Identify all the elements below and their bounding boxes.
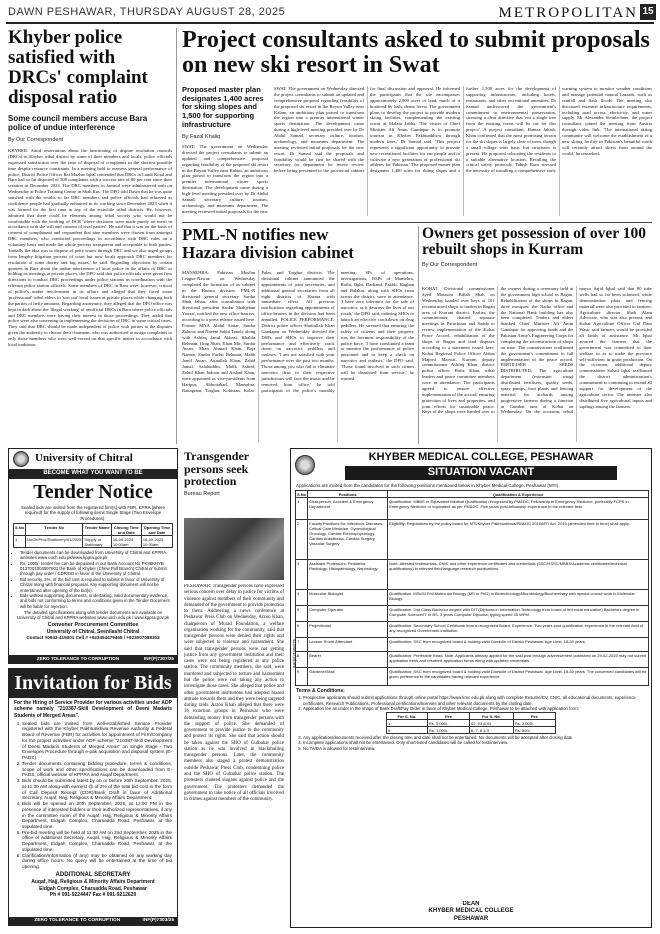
table-cell: Chairperson, Accident & Emergency Department: [308, 498, 388, 520]
kmc-col-header: Positions: [308, 491, 388, 498]
table-cell: 9: [296, 668, 308, 686]
kmc-inf-code: INF(P)7308/25: [292, 639, 297, 669]
story-transgender-photo: [184, 518, 284, 580]
table-cell: Assistant Professors: Pediatrics, Radiology, Histopathology, Nephrology: [308, 560, 388, 590]
list-item: 1. Sealed bids are invited from well-established Service Provider registered with the Khyber Pakhtunkhwa Revenue Authority & Federal Board of Revenue (FBR) for activities for appointment of Firm/Company for the project activities under ADP scheme "210387-Skill Development of Deeni Madaris Students of Merged Areas" on Single Stage - Two Envelopes Procedure through e-pak acquisition and disposal system (E-PADS).: [22, 721, 172, 761]
table-cell: 1: [296, 498, 308, 520]
table-cell: 3: [296, 560, 308, 590]
kmc-signoff-city: PESHAWAR: [453, 915, 489, 922]
tender-inf-code: INF(P)7307/25: [143, 656, 174, 662]
table-cell: Qualification: Preferable Read. Note: Applicants already applied for the said post through advertisement published on 29-02-2025 may not submit application fresh and resubmit application forms along with updated credentials.: [388, 652, 649, 668]
table-cell: 02, 03 & 04: [470, 720, 514, 727]
table-row: [296, 520, 649, 560]
story-swat-headline: Project consultants asked to submit proposals on new ski resort in Swat: [182, 28, 650, 79]
table-row: [387, 727, 556, 734]
table-cell: Qualification: SSC from recognized board & holding valid Domicile of District Peshawar. Age Limit: 18-30 years. The concerned candidates will be given preference to the candidates having relevant experience.: [388, 668, 649, 686]
story-khyber: [8, 28, 172, 444]
table-row: [296, 668, 649, 686]
tender-col-header: S.No: [14, 524, 26, 536]
tender-footer-note: The detailed specifications along with tender documents are available on University of Chitral and KPPRA websites www.uoch.edu.pk / www.kppra.gov.pk: [16, 609, 170, 621]
table-cell: Rs. 1,000/-: [427, 727, 469, 734]
story-khyber-body: KHYBER: Amid reservations about the functioning of dispute resolution councils (DRCs) in Khyber tribal district by some of their members and locals, police officials expressed satisfaction over the ratio of disposal of complaints in the shortest possible time despite resource constraints. In a meeting held to reassess general performance of police, District Police Officer Rai Mazhar Iqbal contended that DRCs in Landi Kotal and Bara had so far disposed of 500 complaints with a success rate of 80 per cent since their creation in December 2023. The DRC members in Jamrud were administered oath on Wednesday at Police Training Centre in Shah Kas. The DPO told Dawn that he was quite satisfied with the results so far DRC members and police officials had achieved as confidence people had gradually enhanced in its working since December 2023 when it was formed for the first time in any of the erstwhile tribal districts. He, however, admitted that there could be elements among tribal society who would not be comfortable with the working of DCR 'where decisions were made purely on merit in accordance with the will and consent of rival parties'. He said that it was on the basis of consent of complainant and respondent that nine members were chosen from amongst DRC members, who conducted proceedings in accordance with DRC rules on a voluntary basis and made the whole process transparent and acceptable to both parties. 'Initially the idea was to dispose of petty issues through DRC and we also urged groups from lengthy litigation process of court but now locals approach DRC members for resolution of some thorny and big issues,' he said. Regarding objections by certain quarters in Bara about the undue interference of local police in the affairs of DRC or holding its meetings at private places, the DPO said that police officials were given firm directions to conduct DRC proceedings under police stations in coordination with the relevant police station officials. Some members of DRC in Bara were, however, critical of police's undue involvement in its affairs and alleged that they faced some 'professional' tribal elders to 'sort out' local issues at private places while changing both the parties of hefty amounts. Regarding anonymity, they alleged that the DPO office was kept in dark about the 'illegal working' of unofficial DRCs in Bara where police officials and DRC members were having their interest in those proceedings. They added that police were also convening in implementing the decisions of DRC in some critical cases. They said that DRC should be made independent of police with parties to the disputes given the authority to choose their chairman, who was authorised to assign complaints to only those members who were well-versed on that specific matter in accordance with local traditions.: [8, 148, 172, 347]
list-item: 3. Any application/documents received after the closing time and date shall not be entertained. No documents will be accepted after closing date.: [303, 735, 646, 740]
table-cell: Qualification: Secondary School Certificate from a recognized Board. Experience: Two years post qualification experience in the relevant field of any recognized Government institution.: [388, 622, 649, 638]
tender-university: University of Chitral: [35, 452, 133, 465]
table-cell: Note: Attested testimonials, CNIC and other experience certificates and credentials (SSC/HSSC/MBBS/Academic certificates/technical qualifications) in relevant field/language research publications.: [388, 560, 649, 590]
table-cell: 1: [14, 536, 26, 548]
list-item: • Tender documents can be downloaded from University of Chitral and KPPRA websites www.uoch.edu.pk/www.kppra.gov.pk: [20, 550, 172, 561]
story-pmln-body: MANSEHRA: Pakistan Muslim League-Nawaz on Wednesday completed the formation of its cabinet in the Hazara division. PML-N divisional general secretary Sardar Shah Jahan, after consultation with divisional president Sardar Shahjehan Yousaf, notified the new office-bearers, according to a press release issued here. Former MNA Abdul Sattar, Sardar Zahoor, and Naeem Sakhi Tanoli, along with Ashfaq Jamil Abbasi, Khalifa Rehman, Ifrag Shah, Khan Mir, Sardar Awais, Mian Ahmad Khan, Raja Naeem, Sardar Fazlur Rehman, Malik Jamil Awan, Attaullah Khan, Zahid Jamal, Salahuddin, Malik Ashraf, Zahid Khan Jadoon and Arshad Khan, were appointed as vice-presidents from Haripur, Abbottabad, Mansehra, Battagram, Torghar, Kohistan, Kolai-Palas, and Torghar districts. The divisional cabinet announced the appointments of joint secretaries, and additional general secretaries from all eight districts of Hazara with immediate effect. All previous notifications regarding appointments of office-bearers in the division had been annulled. POLICE PERFORMANCE: District police officer Shafiullah Khan Gandapur on Wednesday directed the DSPs and SHOs to improve their performance and effectively crack down on narcotics peddlers and outlaws. 'I am not satisfied with your performance over the past two months. Those among you who fail to eliminate narcotics dens in their respective jurisdictions will face the music and be removed from office,' he told participants of the police's monthly meeting. SPs of operations, investigations, DSPs of Mansehra, Baffa, Oghi, Darband, Pakhli, Kaghan and Balakot, along with SHOs from across the district, were in attendance. 'I have zero tolerance for the sale of narcotics, as it destroys the lives of our youth,' the DPO said, ordering SHOs to launch an effective crackdown on drug peddlers. He stressed that ensuring the safety of citizens and their property was the foremost responsibility of the police force. 'I have constituted a team to monitor the performance of police personnel and to keep a check on narcotics and outlaws,' the DPO said. 'Those found involved in such crimes will be dismissed from service,' he warned.: [182, 270, 414, 393]
tender-col-header: Tender Name: [83, 524, 111, 536]
list-item: • Bid security, 2%, of the bid cost is required to submit in favor of University of Chitral along with financial proposal. Any supporting document will not be entertained after opening of the bid(s).: [20, 577, 172, 593]
kmc-signoff-org: KHYBER MEDICAL COLLEGE: [428, 908, 514, 914]
list-item: 4. Incomplete applications shall not be entertained. Only short-listed candidates will be called for test/interview.: [303, 740, 646, 745]
table-cell: 6: [296, 622, 308, 638]
fee-col-header: For S. No.: [470, 713, 514, 720]
tender-convener-address: University of Chitral, Seenilasht Chitral: [46, 628, 140, 635]
table-cell: 5: [296, 606, 308, 622]
kmc-terms: [291, 695, 651, 711]
bids-notice-ad: [8, 668, 178, 926]
kmc-col-header: S.No: [297, 491, 307, 497]
table-row: [296, 622, 649, 638]
table-cell: 1: [387, 720, 428, 727]
bids-phone: Ph # 091-9224447 Fax # 091-9212620: [49, 891, 137, 898]
story-khyber-byline: By Our Correspondent: [8, 137, 64, 144]
story-owners: [422, 226, 652, 444]
bids-inf-code: INF(P)7303/25: [142, 918, 174, 924]
story-khyber-headline: Khyber police satisfied with DRCs' complaint disposal ratio: [8, 28, 148, 108]
kmc-terms-title: Terms & Conditions:: [296, 688, 345, 695]
table-row: [296, 652, 649, 668]
table-cell: 5: [387, 727, 428, 734]
kmc-college: KHYBER MEDICAL COLLEGE, PESHAWAR: [368, 451, 594, 463]
list-item: 6. Clarification/Information (if any) may be obtained on any working day during office hours. No query will be entertained at the time of bid opening.: [22, 853, 172, 870]
kmc-intro: Applications are invited from the candidates for the following positions mentioned below in Khyber Medical College, Peshawar (MTI).: [296, 482, 560, 488]
table-row: [296, 638, 649, 652]
table-cell: Rs. 3,000/-: [513, 720, 555, 727]
fee-col-header: For S. No.: [387, 713, 428, 720]
column-rule: [176, 28, 177, 444]
fee-col-header: Fee: [427, 713, 469, 720]
table-row: [296, 606, 649, 622]
bids-secretary: ADDITIONAL SECRETARY: [55, 871, 131, 878]
list-item: 5. Pre-bid meeting will be held at 11:30 AM on 2nd September, 2025 in the office of Additional Secretary, Auqaf, Hajj, Religious & Minority Affairs Department, Eidgah Complex, Charsadda Road, Peshawar, at the stipulated time.: [22, 830, 172, 853]
kmc-terms-more: [291, 735, 651, 751]
table-cell: Computer Operator: [308, 606, 388, 622]
story-owners-headline: Owners get possession of over 100 rebuilt shops in Kurram: [422, 226, 647, 259]
bids-dept: Auqaf, Hajj, Religious & Minority Affairs Department: [31, 879, 155, 886]
column-rule: [418, 226, 419, 444]
list-item: 5. No TA/DA is allowed for test/interview.: [303, 746, 646, 751]
table-row: [14, 536, 173, 548]
table-cell: Bearer: [308, 652, 388, 668]
table-cell: UoCh/Proc/Stationery/01/2025: [26, 536, 83, 548]
university-logo: [13, 451, 29, 467]
story-transgender-body: PESHAWAR: Transgender persons have expressed serious concern over delay in justice for victims of violence against members of their community and demanded of the government to provide protection to them. Addressing a news conference at Peshawar Press Club on Wednesday, Arzoo Khan, chairperson of Murad Foundation, a welfare organisation working for the community, said that transgender persons were denied their rights and were subjected to violence and harassment. She said that transgender persons were not getting justice from any government institution and their cases were not being registered at any police station. The community members, she said, were murdered and subjected to torture and harassment but the police were not taking any action to investigate those cases. She alleged that police and other government institutions had adopted biased attitude towards them and they were being targeted during raids. Arzoo Khan alleged that there were 16 extortion groups in Peshawar who were demanding money from transgender persons with the support of police. She demanded of government to provide justice to the community and protect its rights. She said that action should be taken against the SHO of Gulbahar police station as he was involved in blackmailing transgender persons. Later, the community members also staged a protest demonstration outside Peshawar Press Club, condemning police and the SHO of Gulbahar police station. The protesters chanted slogans against police and the government. The protesters demanded the government to take notice of all officials involved in crimes against members of the community.: [184, 584, 284, 803]
table-cell: 2: [296, 520, 308, 560]
tender-table: [13, 523, 173, 548]
bids-banner: ZERO TOLERANCE TO CORRUPTION: [34, 918, 121, 924]
fee-col-header: Fee: [513, 713, 555, 720]
table-row: [296, 498, 649, 520]
story-swat-body: SWAT: The government on Wednesday directed the project consultants to submit an updated and comprehensive proposal regarding feasibility of the proposed ski resort in the Boyun Valley near Kalam, an ambitious plan poised to transform the region into a premier international winter sports destination. The development came during a high-level meeting presided over by Dr Abdul Samad, secretary culture, tourism, archaeology, and museums department. The meeting reviewed initial proposals for the new resort. Dr Samad said the proposals and feasibility would be first be shared with the secretary for department for recent review before being presented to the provincial cabinet for final discussion and approval. He informed the participants that the site encompasses approximately 2,900 acres of land, much of it bordered by lush, dense forest. The government plans to develop the project to provide modern skiing facilities, complementing the existing resort at Malam Jabba. 'The vision of Chief Minister Ali Amin Gandapur is to promote tourism in Khyber Pakhtunkhwa through modern lines,' Dr Samad said. 'This project represents a significant opportunity to provide new recreational facilities for our people and to cultivate a new generation of professional ski athletes for Pakistan.' The proposed master plan designates 1,400 acres for skiing slopes and a further 1,500 acres for the development of supporting infrastructure, including hotels, restaurants, and other recreational amenities. Dr Samad underscored the government's commitment to environmental preservation, stressing a clear directive that 'not a single tree from the existing forest will be cut for this project'. A project consultant, Hamza Jahish, Khan confirmed that the most promising terrain for the ski slopes is largely clear of trees, though a small village with basic but structures is present. He proposed relocating the residents to a suitable alternative location. Recalling the critical safety protocols, Tabish Raza stressed the necessity of installing a comprehensive early warning system to monitor weather conditions and manage potential natural hazards, such as rainfall and flash floods. The meeting also discussed essential infrastructure requirements, including road access, electricity, and water supply. Mr Alexander Steinlechner, the project consultant, joined the meeting from Austria through video link. 'The international skiing community will welcome the establishment of a new skiing facility in Pakistan's beautiful north will certainly attract skiers from around the world,' he remarked.: [274, 86, 652, 174]
tender-contact: Contact #0943-415001 Cell # +923454479465 / +923007088303: [26, 634, 160, 640]
list-item: • Rs. 1000/- tender fee can be deposited in our Bank Account No PK88KHYB 0137001004597601 the Bank of Khyber (Chew Pull Branch) Chitral or submit through pay order / CDR/DD in favor of the University of Chitral.: [20, 561, 172, 577]
story-swat: [182, 28, 652, 218]
table-cell: 6, 7, 8 & 9: [470, 727, 514, 734]
list-item: 2. Tender documents containing bidding procedure, terms & conditions, scope of work and other specifications can be downloaded from E-PADS, official website of KPPRA and Auqaf Department.: [22, 761, 172, 778]
tender-conditions: [9, 550, 177, 609]
masthead-section: METROPOLITAN: [498, 5, 638, 21]
story-swat-subhead: Proposed master plan designates 1,400 acres for skiing slopes and 1,500 for supporting infrastructure: [182, 86, 264, 129]
story-pmln-headline: PML-N notifies new Hazara division cabinet: [182, 226, 354, 262]
table-cell: Qualification: SSC from recognized board & holding valid Domicile of District Peshawar. Age Limit: 18-30 years.: [388, 638, 649, 652]
table-cell: Qualification: MSc/M.Phil Molecular Biology (MS or PhD) in Biotechnology/Microbiology/Biochemistry with special course work in Molecular Biology.: [388, 590, 649, 606]
table-cell: Lecture Room Attendant: [308, 638, 388, 652]
table-cell: Eligibility: Regulations by the policy board for MTI/Khyber Pakhtunkhwa/PM&DC 2016/MTI Act, 2015 (amended time to time) shall apply.: [388, 520, 649, 560]
tender-convener: Convener Procurement Committee: [47, 621, 139, 628]
bids-title: Invitation for Bids: [9, 669, 177, 698]
story-khyber-subhead: Some council members accuse Bara police of undue interference: [8, 113, 148, 132]
table-cell: 7: [296, 638, 308, 652]
kmc-col-header: Qualification & Experience: [388, 491, 649, 498]
list-item: 4. Bids will be opened on 20th September, 2025, at 12:00 PM in the presence of interested bidders or their authorized representatives, if any in the committee room of the Auqaf, Hajj, Religious & Minority Affairs Department, Eidgah Complex, Charsadda Road, Peshawar, at the stipulated time.: [22, 801, 172, 830]
table-cell: 16-09-2025 10:30am: [141, 536, 172, 548]
table-cell: Qualification: 2nd Class Bachelor degree with DIT (Diploma in Information Technology from board of technical education) Bachelors degree in Computer Science/IT or BS, 3 years Computer Diploma; typing speed 35 WPM.: [388, 606, 649, 622]
table-cell: Qualification: MBBS or Equivalent Medical Qualification recognized by PM&DC; Fellowship in Emergency Medicine, preferably FCPS in Emergency Medicine or equivalent as per PM&DC. Five years post-fellowship experience in the relevant field.: [388, 498, 649, 520]
tender-col-header: Tender No: [26, 524, 83, 536]
table-cell: Supply of Stationary: [83, 536, 111, 548]
list-item: 1. Prospective applicants should submit applications through online portal https://www.kmc.edu.pk along with complete Resume/CV, CNIC, all educational documents, experience certificates, Research Publications, Professional certifications/licenses and other relevant documents by the closing date.: [303, 695, 646, 705]
kmc-positions-table: [295, 490, 649, 686]
table-cell: Faculty Positions for: Infectious Diseases, Critical Care Medicine, Gynecological Oncology, Cardiac Electrophysiology, Cardiac Anesthesia, Cardiac Surgery, Vascular Surgery: [308, 520, 388, 560]
table-cell: 4: [296, 590, 308, 606]
story-swat-byline: By Fazal Khaliq: [182, 134, 221, 141]
story-swat-body-lead: SWAT: The government on Wednesday directed the project consultants to submit an updated and comprehensive proposal regarding feasibility of the proposed ski resort in the Boyun Valley near Kalam, an ambitious plan poised to transform the region into a premier international winter sports destination. The development came during a high-level meeting presided over by Dr Abdul Samad, secretary culture, tourism, archaeology, and museums department. The meeting reviewed initial proposals for the new: [182, 144, 268, 214]
tender-banner: ZERO TOLERANCE TO CORRUPTION: [36, 656, 120, 662]
kmc-title: SITUATION VACANT: [345, 466, 617, 480]
bids-address: Eidgah Complex, Charsadda Road, Peshawar: [39, 885, 147, 892]
masthead-rule: [6, 22, 654, 24]
story-pmln: [182, 226, 414, 444]
kmc-ad: [290, 448, 652, 928]
tender-tagline: BECOME WHAT YOU WANT TO BE: [9, 469, 177, 479]
tender-col-header: Closing Time and Date: [111, 524, 141, 536]
list-item: • Bids without supporting documents, undertaking, valid documentary evidence, and bids not conforming to terms and conditions given in the Tender Document will be liable for rejection.: [20, 593, 172, 609]
story-owners-body: KOHAT: Divisional commissioner Syed Motasim Billah Shah on Wednesday handed over keys of 101 reconstructed shops to traders in Bagan area of Kurram district. Earlier, the commissioner chaired separate meetings in Parachinar and Sadda to review implementation of the Kohat Peace Accord, rehabilitation of the shops of Bagan and land disputes according to a statement issued here. Kohat Regional Police Officer Abbas Majeed Marwat, Kurram deputy commissioner Ashfaq Khan, district police officer Hafiz Khan, tribal leaders and peace committee members were in attendance. The participants agreed to ensure effective implementation of the accord, ensuring protection of lives and properties, and joint efforts for sustainable peace. Keys of the shops were handed over to the owners during a ceremony held at the government high school in Bagan. Rehabilitation of the shops in Bagan, three mosques, the Nadra office and the National Bank building has also been completed. Traders and elders thanked Chief Minister Ali Amin Gandapur for approving funds and the Pakistan Army's Engineering Corps for completing the reconstruction of shops on time. The commissioner reaffirmed the government's commitment to full implementation of the peace accord. FERTILISER SEEDS DISTRIBUTED: The agriculture department (extension wing) distributed fertilisers, quality seeds, spray pumps, fruit plants and fencing material for orchards among progressive farmers during a function in Gumbat area of Kohat on Wednesday. On the occasion, tehsil mayor Sajid Iqbal said that 80 tube wells had so far been solarised, while demonstration plots and fencing material were also provided to farmers. Agriculture director Shah Alam Advocate, who was also present, and Kohat Agriculture Officer Gul Dam Wasir said farmers would be provided all kinds of assistance. Mr Iqbal assured the farmers that the government was committed to their welfare so as to make the province self-sufficient in grain production. On the occasion, additional deputy commissioner Sohail Iqbal reaffirmed the district administration's commitment to continuing to extend all support for development of the agriculture sector. The minister also distributed five agricultural inputs and saplings among the farmers.: [422, 286, 652, 415]
table-cell: Gardener/Mali: [308, 668, 388, 686]
page-number: 15: [640, 4, 656, 20]
story-owners-byline: By Our Correspondent: [422, 261, 478, 268]
tender-col-header: Opening Time and Date: [141, 524, 172, 536]
story-transgender: [184, 450, 284, 928]
kmc-fee-table: [386, 712, 556, 734]
list-item: 3. Bids should be submitted latest by on or before 20th September, 2025, at 11:30 AM along-with earnest @ of 2% of the total bid cost in the form of Call Deposit Receipt (CDR)/Bank Draft in favor of Additional Secretary, Auqaf, Hajj, Religious & Minority Affairs Department.: [22, 778, 172, 801]
table-cell: Molecular Biologist: [308, 590, 388, 606]
tender-notice-ad: [8, 448, 178, 664]
table-row: [296, 590, 649, 606]
list-item: 2. Application fee as under in the shape of Bank Draft/Pay Order in favor of Khyber Medical College, Peshawar to be attached with application form:: [303, 706, 646, 711]
table-cell: 8: [296, 652, 308, 668]
bids-intro: For the Hiring of Service Provider for various activities under ADP scheme namely "210387-Skill Development of Deeni Madaris Students of Merged Areas".: [14, 700, 172, 719]
table-cell: Rs. 500/-: [513, 727, 555, 734]
masthead-paper: DAWN PESHAWAR, THURSDAY AUGUST 28, 2025: [8, 6, 286, 18]
section-rule: [182, 222, 652, 223]
kmc-logo: [295, 455, 315, 475]
story-transgender-byline: Bureau Report: [184, 490, 220, 497]
bids-items: [9, 721, 177, 870]
tender-title: Tender Notice: [33, 480, 153, 503]
table-cell: Projectionist: [308, 622, 388, 638]
kmc-signoff-title: DEAN: [462, 900, 480, 907]
table-row: [387, 720, 556, 727]
table-cell: 16-09-2025 10:00am: [111, 536, 141, 548]
table-row: [296, 560, 649, 590]
tender-intro: Sealed bids are invited from the registered firm(s) with FBR, KPRA (where required) for the supply of following items Single Stage (Two Envelope Procedures).: [21, 504, 165, 521]
story-transgender-headline: Transgender persons seek protection: [184, 450, 249, 489]
table-cell: Rs. 5,000/-: [427, 720, 469, 727]
